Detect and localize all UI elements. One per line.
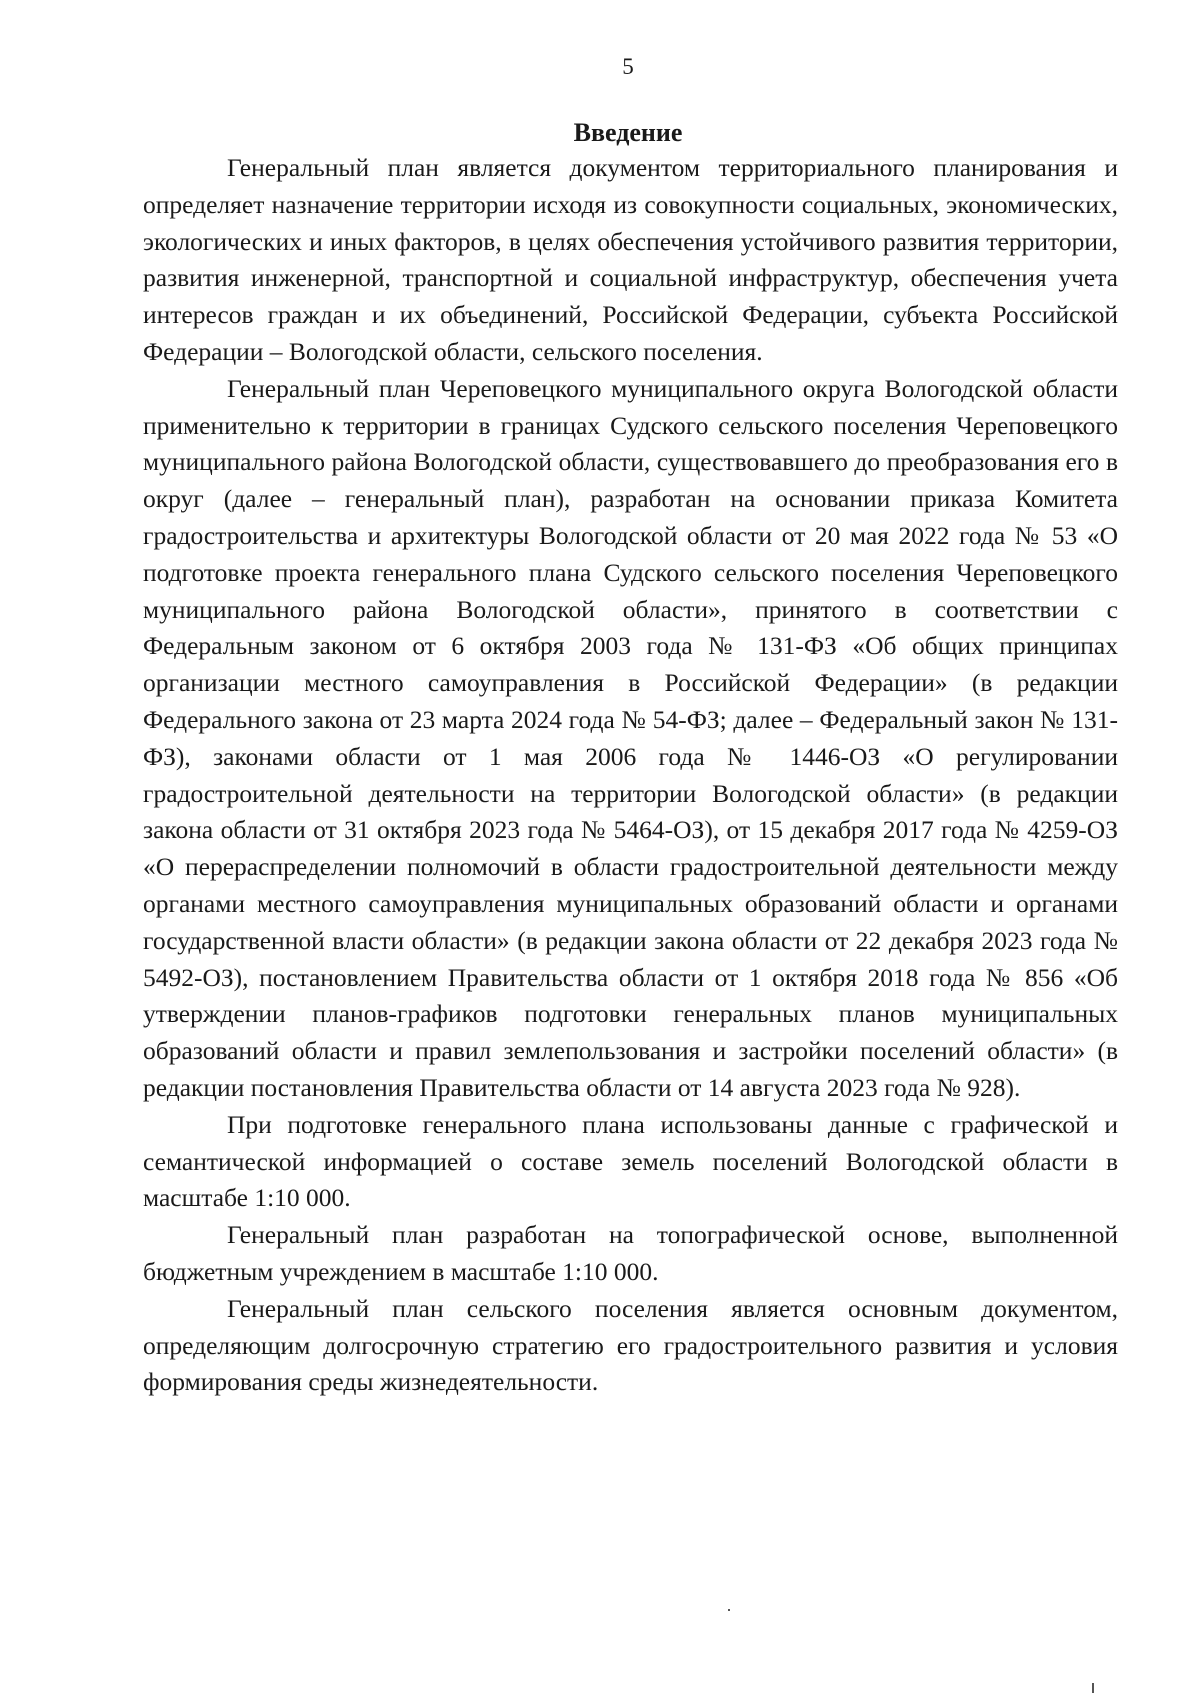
paragraph-strategy: Генеральный план сельского поселения является основным документом, определяющим долгосрочную стратегию его градостроительного развития и условия формирования среды жизнедеятельности.: [143, 1293, 1118, 1397]
paragraph-legal-basis: Генеральный план Череповецкого муниципального округа Вологодской области применительно к территории в границах Судского сельского поселения Череповецкого муниципального района Вологодской области, существовавшего до преобразования его в округ (далее – генеральный план), разработан на основании приказа Комитета градостроительства и архитектуры Вологодской области от 20 мая 2022 года № 53 «О подготовке проекта генерального плана Судского сельского поселения Череповецкого муниципального района Вологодской области», принятого в соответствии с Федеральным законом от 6 октября 2003 года № 131-ФЗ «Об общих принципах организации местного самоуправления в Российской Федерации» (в редакции Федерального закона от 23 марта 2024 года № 54-ФЗ; далее – Федеральный закон № 131-ФЗ), законами области от 1 мая 2006 года № 1446-ОЗ «О регулировании градостроительной деятельности на территории Вологодской области» (в редакции закона области от 31 октября 2023 года № 5464-ОЗ), от 15 декабря 2017 года № 4259-ОЗ «О перераспределении полномочий в области градостроительной деятельности между органами местного самоуправления муниципальных образований области и органами государственной власти области» (в редакции закона области от 22 декабря 2023 года № 5492-ОЗ), постановлением Правительства области от 1 октября 2018 года № 856 «Об утверждении планов-графиков подготовки генеральных планов муниципальных образований области и правил землепользования и застройки поселений области» (в редакции постановления Правительства области от 14 августа 2023 года № 928).: [143, 373, 1118, 1102]
paragraph-data-sources: При подготовке генерального плана использованы данные с графической и семантической информацией о составе земель поселений Вологодской области в масштабе 1:10 000.: [143, 1109, 1118, 1213]
scan-speck: [1092, 1683, 1094, 1693]
page-number: 5: [622, 54, 634, 79]
body-text: [143, 150, 1118, 1401]
paragraph-purpose: Генеральный план является документом территориального планирования и определяет назначение территории исходя из совокупности социальных, экономических, экологических и иных факторов, в целях обеспечения устойчивого развития территории, развития инженерной, транспортной и социальной инфраструктур, обеспечения учета интересов граждан и их объединений, Российской Федерации, субъекта Российской Федерации – Вологодской области, сельского поселения.: [143, 153, 1118, 366]
section-title: Введение: [573, 118, 683, 147]
scan-speck: [728, 1609, 730, 1611]
paragraph-topographic-basis: Генеральный план разработан на топографической основе, выполненной бюджетным учреждением в масштабе 1:10 000.: [143, 1220, 1118, 1286]
